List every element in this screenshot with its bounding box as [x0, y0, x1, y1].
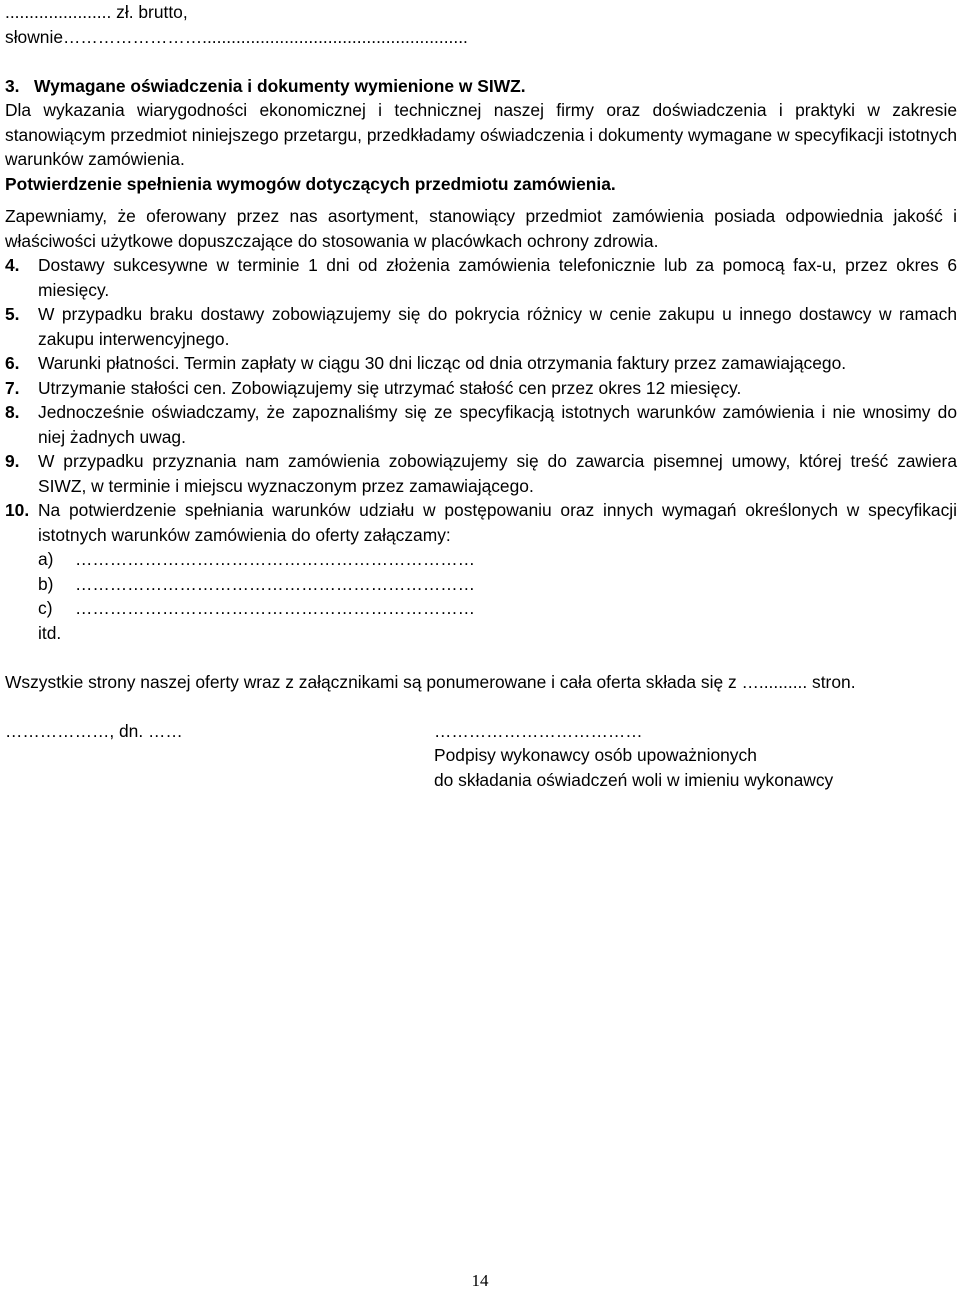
attachment-label: b) [38, 573, 54, 594]
list-item-text: Dostawy sukcesywne w terminie 1 dni od złożenia zamówienia telefonicznie lub za pomocą fax-u, przez okres 6 miesięcy. [38, 255, 957, 300]
price-gross-line: ...................... zł. brutto, [5, 2, 188, 22]
section-3-title: Wymagane oświadczenia i dokumenty wymienione w SIWZ. [34, 75, 526, 96]
signature-caption-1: Podpisy wykonawcy osób upoważnionych [434, 745, 757, 765]
list-item-number: 5. [5, 304, 20, 324]
list-item-text: W przypadku przyznania nam zamówienia zobowiązujemy się do zawarcia pisemnej umowy, której treść zawiera SIWZ, w terminie i miejscu wyznaczonym przez zamawiającego. [38, 451, 957, 496]
attachment-blank: …………………………………………………………… [75, 573, 475, 594]
spacer [5, 645, 957, 670]
attachment-label: itd. [38, 622, 62, 643]
assurance-paragraph: Zapewniamy, że oferowany przez nas asortyment, stanowiący przedmiot zamówienia posiada odpowiednia jakość i właściwości użytkowe dopuszczające do stosowania w placówkach ochrony zdrowia. [5, 206, 957, 251]
list-item-5 [5, 302, 957, 351]
page-number: 14 [471, 1271, 489, 1290]
list-item-10 [5, 498, 957, 547]
list-item-number: 6. [5, 353, 20, 373]
attachment-etc [5, 621, 957, 646]
list-item-7 [5, 376, 957, 401]
pages-statement: Wszystkie strony naszej oferty wraz z załącznikami są ponumerowane i cała oferta składa się z ….......... stron. [5, 671, 856, 692]
price-in-words-line: słownie……………………....................................................... [5, 26, 468, 47]
signature-row [5, 719, 957, 744]
signature-caption-2: do składania oświadczeń woli w imieniu wykonawcy [434, 769, 834, 790]
section-3-heading [5, 74, 957, 99]
list-item-number: 7. [5, 377, 20, 398]
attachment-blank: …………………………………………………………… [75, 598, 475, 618]
spacer [5, 694, 957, 719]
list-item-number: 10. [5, 500, 30, 520]
list-item-6 [5, 351, 957, 376]
requirements-confirmation: Potwierdzenie spełnienia wymogów dotyczących przedmiotu zamówienia. [5, 173, 616, 194]
list-item-text: W przypadku braku dostawy zobowiązujemy się do pokrycia różnicy w cenie zakupu u innego dostawcy w ramach zakupu interwencyjnego. [38, 304, 957, 349]
document-page [5, 0, 957, 792]
list-item-9 [5, 449, 957, 498]
attachment-a [5, 547, 957, 572]
list-item-number: 8. [5, 402, 20, 422]
attachment-blank: …………………………………………………………… [75, 549, 475, 569]
place-date-field: ………………, dn. …… [5, 720, 183, 741]
list-item-text: Warunki płatności. Termin zapłaty w ciągu 30 dni licząc od dnia otrzymania faktury przez zamawiającego. [38, 353, 847, 373]
section-3-paragraph: Dla wykazania wiarygodności ekonomicznej i technicznej naszej firmy oraz doświadczenia i praktyki w zakresie stanowiącym przedmiot niniejszego przetargu, przedkładamy oświadczenia i dokumenty wymagane w specyfikacji istotnych warunków zamówienia. [5, 100, 957, 169]
list-item-text: Na potwierdzenie spełniania warunków udziału w postępowaniu oraz innych wymagań określonych w specyfikacji istotnych warunków zamówienia do oferty załączamy: [38, 500, 957, 545]
list-item-number: 9. [5, 451, 20, 471]
attachment-label: a) [38, 549, 54, 569]
signature-dots: ……………………………… [434, 720, 643, 741]
section-3-number: 3. [5, 75, 20, 96]
list-item-text: Jednocześnie oświadczamy, że zapoznaliśmy się ze specyfikacją istotnych warunków zamówienia i nie wnosimy do niej żadnych uwag. [38, 402, 957, 447]
list-item-8 [5, 400, 957, 449]
list-item-4 [5, 253, 957, 302]
attachment-c [5, 596, 957, 621]
list-item-number: 4. [5, 255, 20, 275]
list-item-text: Utrzymanie stałości cen. Zobowiązujemy się utrzymać stałość cen przez okres 12 miesięcy. [38, 377, 742, 398]
spacer [5, 49, 957, 74]
attachment-label: c) [38, 598, 53, 618]
attachment-b [5, 572, 957, 597]
